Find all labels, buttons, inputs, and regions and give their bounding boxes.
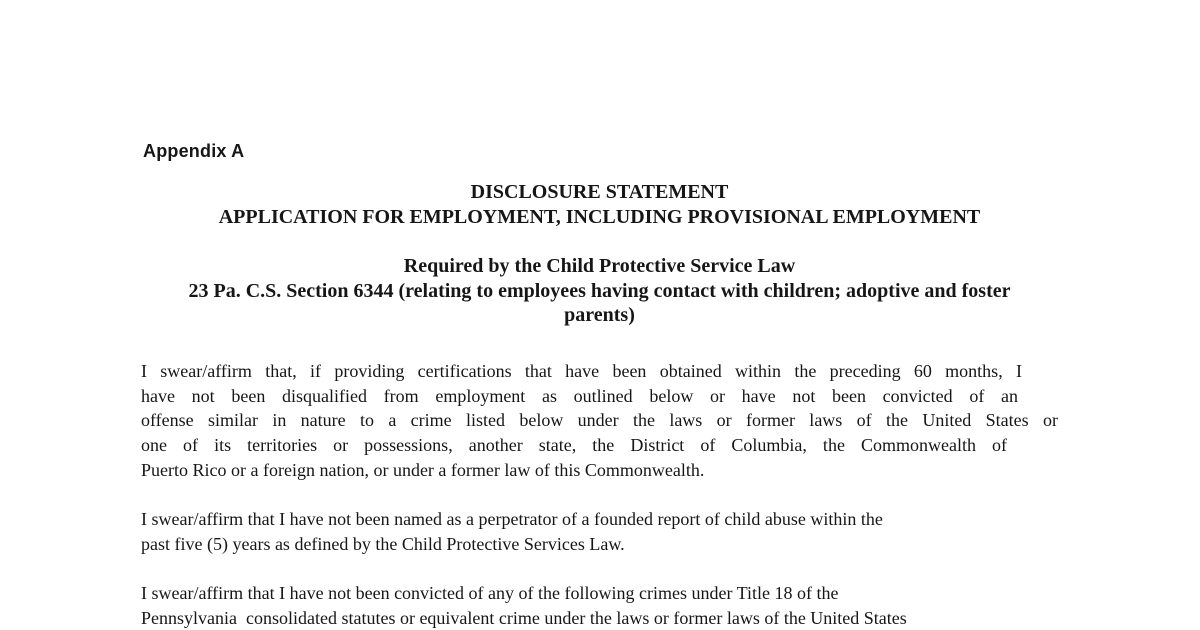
paragraph-certification [141, 359, 1058, 483]
paragraph-perpetrator [141, 507, 1058, 556]
title-line-2: APPLICATION FOR EMPLOYMENT, INCLUDING PROVISIONAL EMPLOYMENT [218, 205, 981, 228]
paragraph-line: I swear/affirm that I have not been named as a perpetrator of a founded report of child abuse within the [141, 509, 883, 529]
document-title [141, 180, 1058, 229]
paragraph-line: I swear/affirm that I have not been convicted of any of the following crimes under Title 18 of the [141, 583, 839, 603]
paragraph-line: offense similar in nature to a crime listed below under the laws or former laws of the United States or [141, 410, 1058, 431]
paragraph-line: past five (5) years as defined by the Child Protective Services Law. [141, 533, 625, 554]
paragraph-line: Puerto Rico or a foreign nation, or under a former law of this Commonwealth. [141, 459, 705, 480]
paragraph-line: have not been disqualified from employment as outlined below or have not been convicted of an [141, 385, 1018, 406]
document-subtitle [141, 254, 1058, 328]
subtitle-line-1: Required by the Child Protective Service Law [403, 255, 796, 277]
paragraph-line: Pennsylvania consolidated statutes or equivalent crime under the laws or former laws of the United States [141, 607, 907, 628]
title-line-1: DISCLOSURE STATEMENT [470, 181, 729, 203]
paragraph-convictions [141, 581, 1058, 630]
paragraph-line: I swear/affirm that, if providing certifications that have been obtained within the preceding 60 months, I [141, 361, 1022, 381]
paragraph-line: one of its territories or possessions, another state, the District of Columbia, the Commonwealth of [141, 435, 1007, 456]
subtitle-line-2: 23 Pa. C.S. Section 6344 (relating to employees having contact with children; adoptive and foster [188, 279, 1011, 302]
subtitle-line-3: parents) [564, 304, 635, 327]
appendix-label: Appendix A [143, 141, 245, 161]
